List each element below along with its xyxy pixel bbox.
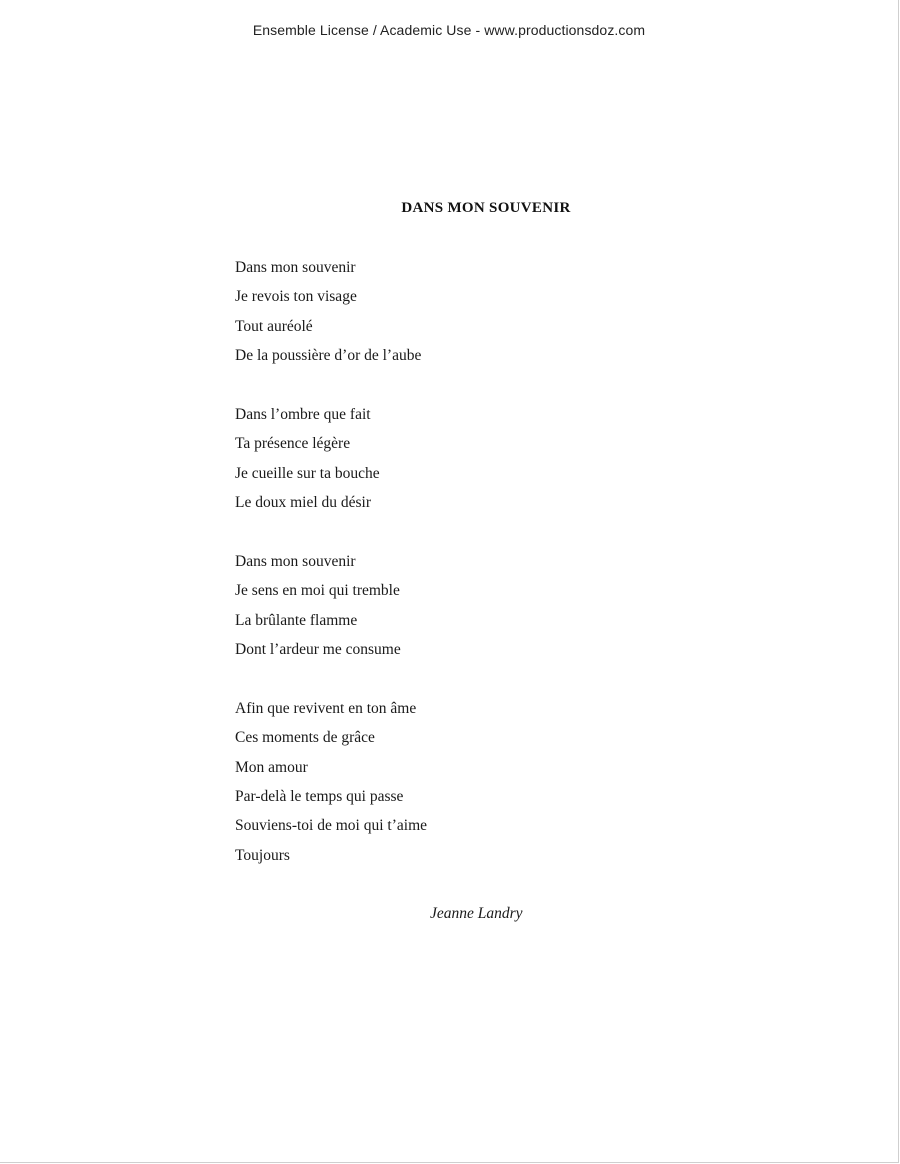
poem-line: Dans mon souvenir bbox=[235, 552, 356, 570]
stanza bbox=[235, 699, 427, 875]
poem-line: Souviens-toi de moi qui t’aime bbox=[235, 817, 428, 835]
poem-line: Afin que revivent en ton âme bbox=[235, 699, 417, 717]
license-header: Ensemble License / Academic Use - www.productionsdoz.com bbox=[252, 22, 646, 38]
poem-line: Je revois ton visage bbox=[235, 288, 357, 306]
poem-title: DANS MON SOUVENIR bbox=[401, 200, 571, 216]
stanza bbox=[235, 258, 427, 376]
poem-line: Je sens en moi qui tremble bbox=[235, 582, 400, 600]
poem-line: Ta présence légère bbox=[235, 435, 351, 453]
poem-line: Tout auréolé bbox=[235, 317, 313, 335]
poem-author: Jeanne Landry bbox=[430, 905, 523, 922]
poem-line: Dans l’ombre que fait bbox=[235, 405, 371, 423]
poem-body bbox=[235, 258, 427, 905]
poem-line: Ces moments de grâce bbox=[235, 729, 375, 747]
stanza bbox=[235, 552, 427, 670]
poem-line: Mon amour bbox=[235, 758, 308, 776]
poem-line: Le doux miel du désir bbox=[235, 494, 372, 512]
poem-line: De la poussière d’or de l’aube bbox=[235, 347, 422, 365]
poem-line: Je cueille sur ta bouche bbox=[235, 464, 380, 482]
poem-line: Toujours bbox=[235, 846, 290, 864]
stanza bbox=[235, 405, 427, 523]
poem-line: Dont l’ardeur me consume bbox=[235, 641, 401, 659]
poem-line: Dans mon souvenir bbox=[235, 259, 356, 276]
poem-line: Par-delà le temps qui passe bbox=[235, 788, 404, 806]
poem-line: La brûlante flamme bbox=[235, 611, 358, 629]
